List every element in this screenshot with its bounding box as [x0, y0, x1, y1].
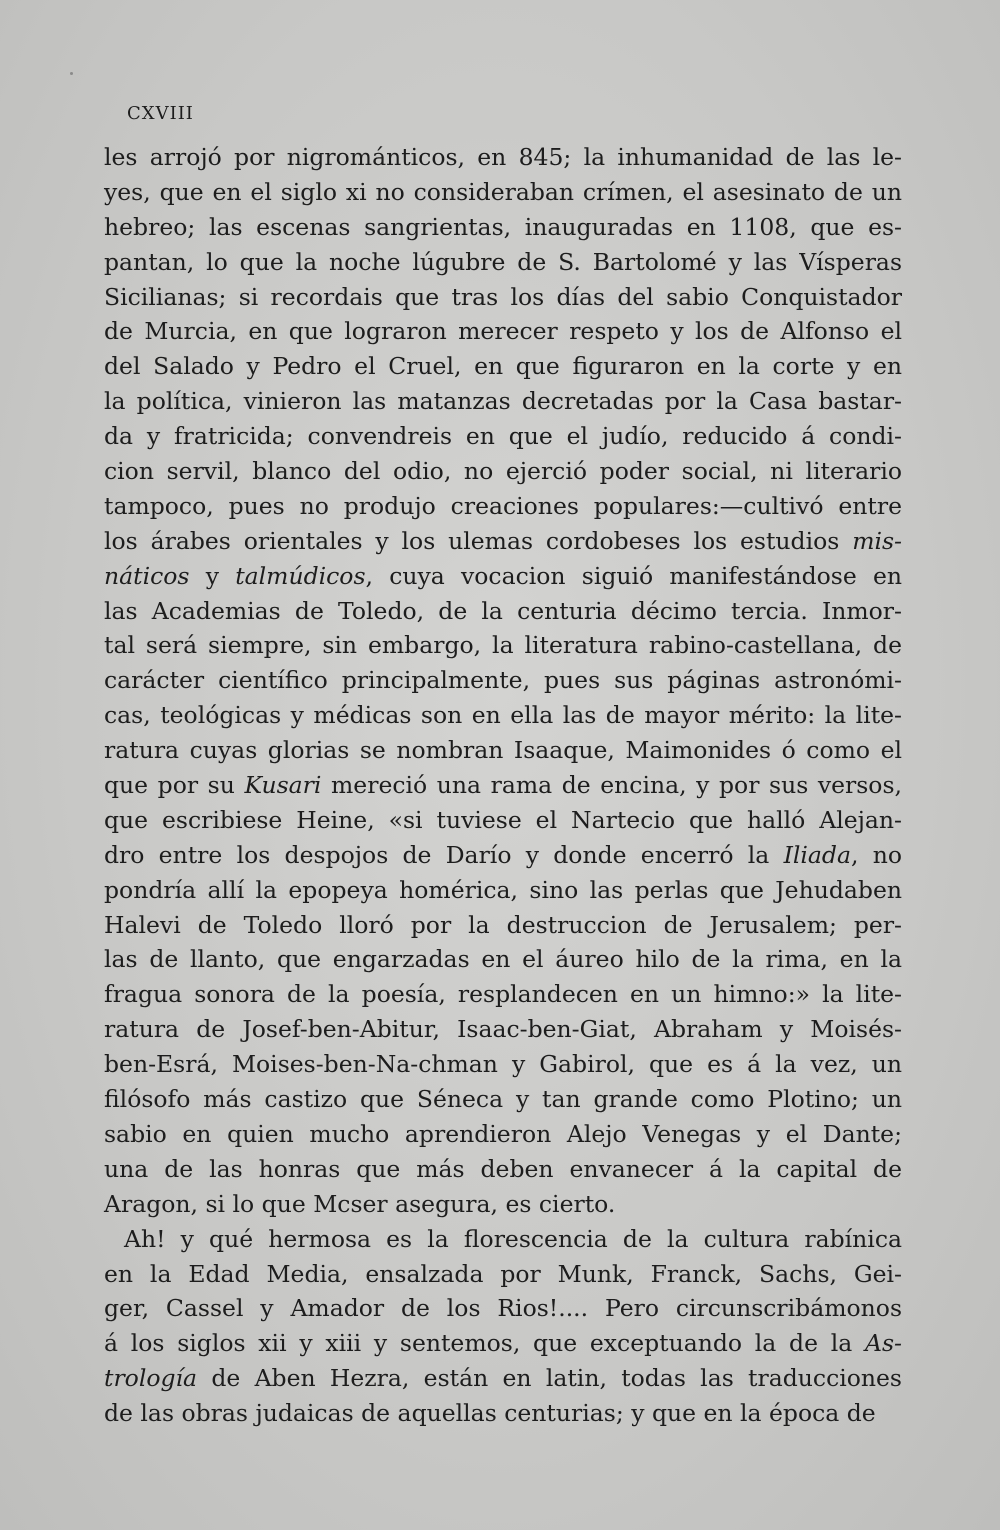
- paragraph-1-line: del Salado y Pedro el Cruel, en que figuraron en la corte y en: [104, 352, 902, 381]
- paragraph-1-line: la política, vinieron las matanzas decretadas por la Casa bastar-: [104, 387, 902, 416]
- paragraph-1-line: una de las honras que más deben envanecer á la capital de: [104, 1154, 902, 1183]
- paper-speck: [70, 72, 73, 75]
- italic-run: Iliada: [783, 840, 851, 869]
- body-text: [104, 140, 902, 1431]
- paragraph-1-line: ratura cuyas glorias se nombran Isaaque, Maimonides ó como el: [104, 736, 902, 765]
- italic-run: Kusari: [244, 771, 322, 800]
- paragraph-1-line: pantan, lo que la noche lúgubre de S. Bartolomé y las Vísperas: [104, 247, 902, 276]
- paragraph-1-line: tampoco, pues no produjo creaciones populares:—cultivó entre: [104, 491, 902, 520]
- italic-run: mis-: [852, 526, 902, 555]
- paragraph-2-line: [104, 1361, 902, 1396]
- page-number: CXVIII: [127, 103, 194, 124]
- paragraph-1-line: [104, 559, 902, 594]
- paragraph-1-line: las Academias de Toledo, de la centuria décimo tercia. Inmor-: [104, 596, 902, 625]
- paragraph-1-line: cas, teológicas y médicas son en ella las de mayor mérito: la lite-: [104, 701, 902, 730]
- italic-run: As-: [865, 1329, 902, 1358]
- paragraph-2-line: ger, Cassel y Amador de los Rios!.... Pero circunscribámonos: [104, 1294, 902, 1323]
- paragraph-1-line: tal será siempre, sin embargo, la literatura rabino-castellana, de: [104, 631, 902, 660]
- paragraph-1-line: da y fratricida; convendreis en que el judío, reducido á condi-: [104, 422, 902, 451]
- paragraph-1-line: que escribiese Heine, «si tuviese el Nartecio que halló Alejan-: [104, 805, 902, 834]
- paragraph-1-line: yes, que en el siglo xi no consideraban crímen, el asesinato de un: [104, 177, 902, 206]
- text-run: , no: [850, 840, 902, 869]
- paragraph-2-line: [104, 1326, 902, 1361]
- italic-run: trología: [104, 1364, 198, 1393]
- text-run: los árabes orientales y los ulemas cordobeses los estudios: [104, 526, 853, 555]
- text-run: dro entre los despojos de Darío y donde encerró la: [104, 840, 784, 869]
- text-run: y: [189, 561, 236, 590]
- text-run: á los siglos xii y xiii y sentemos, que exceptuando la de la: [104, 1329, 866, 1358]
- paragraph-2-line: en la Edad Media, ensalzada por Munk, Franck, Sachs, Gei-: [104, 1259, 902, 1288]
- paragraph-1-line: las de llanto, que engarzadas en el áureo hilo de la rima, en la: [104, 945, 902, 974]
- paragraph-1-line: ben-Esrá, Moises-ben-Na-chman y Gabirol, que es á la vez, un: [104, 1050, 902, 1079]
- paragraph-1-line: fragua sonora de la poesía, resplandecen en un himno:» la lite-: [104, 980, 902, 1009]
- italic-run: náticos: [104, 561, 190, 590]
- paragraph-1-line: Sicilianas; si recordais que tras los días del sabio Conquistador: [104, 282, 902, 311]
- paragraph-1-line: filósofo más castizo que Séneca y tan grande como Plotino; un: [104, 1085, 902, 1114]
- paragraph-1-line: ratura de Josef-ben-Abitur, Isaac-ben-Giat, Abraham y Moisés-: [104, 1015, 902, 1044]
- paragraph-2-line: Ah! y qué hermosa es la florescencia de la cultura rabínica: [124, 1224, 902, 1253]
- paragraph-1-line: hebreo; las escenas sangrientas, inauguradas en 1108, que es-: [104, 212, 902, 241]
- paragraph-1-line: sabio en quien mucho aprendieron Alejo Venegas y el Dante;: [104, 1119, 902, 1148]
- paragraph-1-line: carácter científico principalmente, pues sus páginas astronómi-: [104, 666, 902, 695]
- paragraph-1-line: Aragon, si lo que Mcser asegura, es cierto.: [104, 1189, 616, 1218]
- italic-run: talmúdicos: [235, 561, 366, 590]
- paragraph-1-line: les arrojó por nigrománticos, en 845; la inhumanidad de las le-: [104, 143, 902, 171]
- paragraph-1-line: Halevi de Toledo lloró por la destruccion de Jerusalem; per-: [104, 910, 902, 939]
- paragraph-2-line: de las obras judaicas de aquellas centurias; y que en la época de: [104, 1399, 876, 1428]
- paragraph-1-line: cion servil, blanco del odio, no ejerció poder social, ni literario: [104, 457, 902, 486]
- text-run: mereció una rama de encina, y por sus versos,: [321, 771, 902, 800]
- paragraph-1-line: [104, 838, 902, 873]
- paragraph-1-line: [104, 524, 902, 559]
- paragraph-1-line: pondría allí la epopeya homérica, sino las perlas que Jehudaben: [104, 875, 902, 904]
- paragraph-1-line: de Murcia, en que lograron merecer respeto y los de Alfonso el: [104, 317, 902, 346]
- text-run: que por su: [104, 771, 245, 800]
- text-run: , cuya vocacion siguió manifestándose en: [365, 561, 902, 590]
- paragraph-1-line: [104, 768, 902, 803]
- text-run: de Aben Hezra, están en latin, todas las traducciones: [197, 1364, 902, 1393]
